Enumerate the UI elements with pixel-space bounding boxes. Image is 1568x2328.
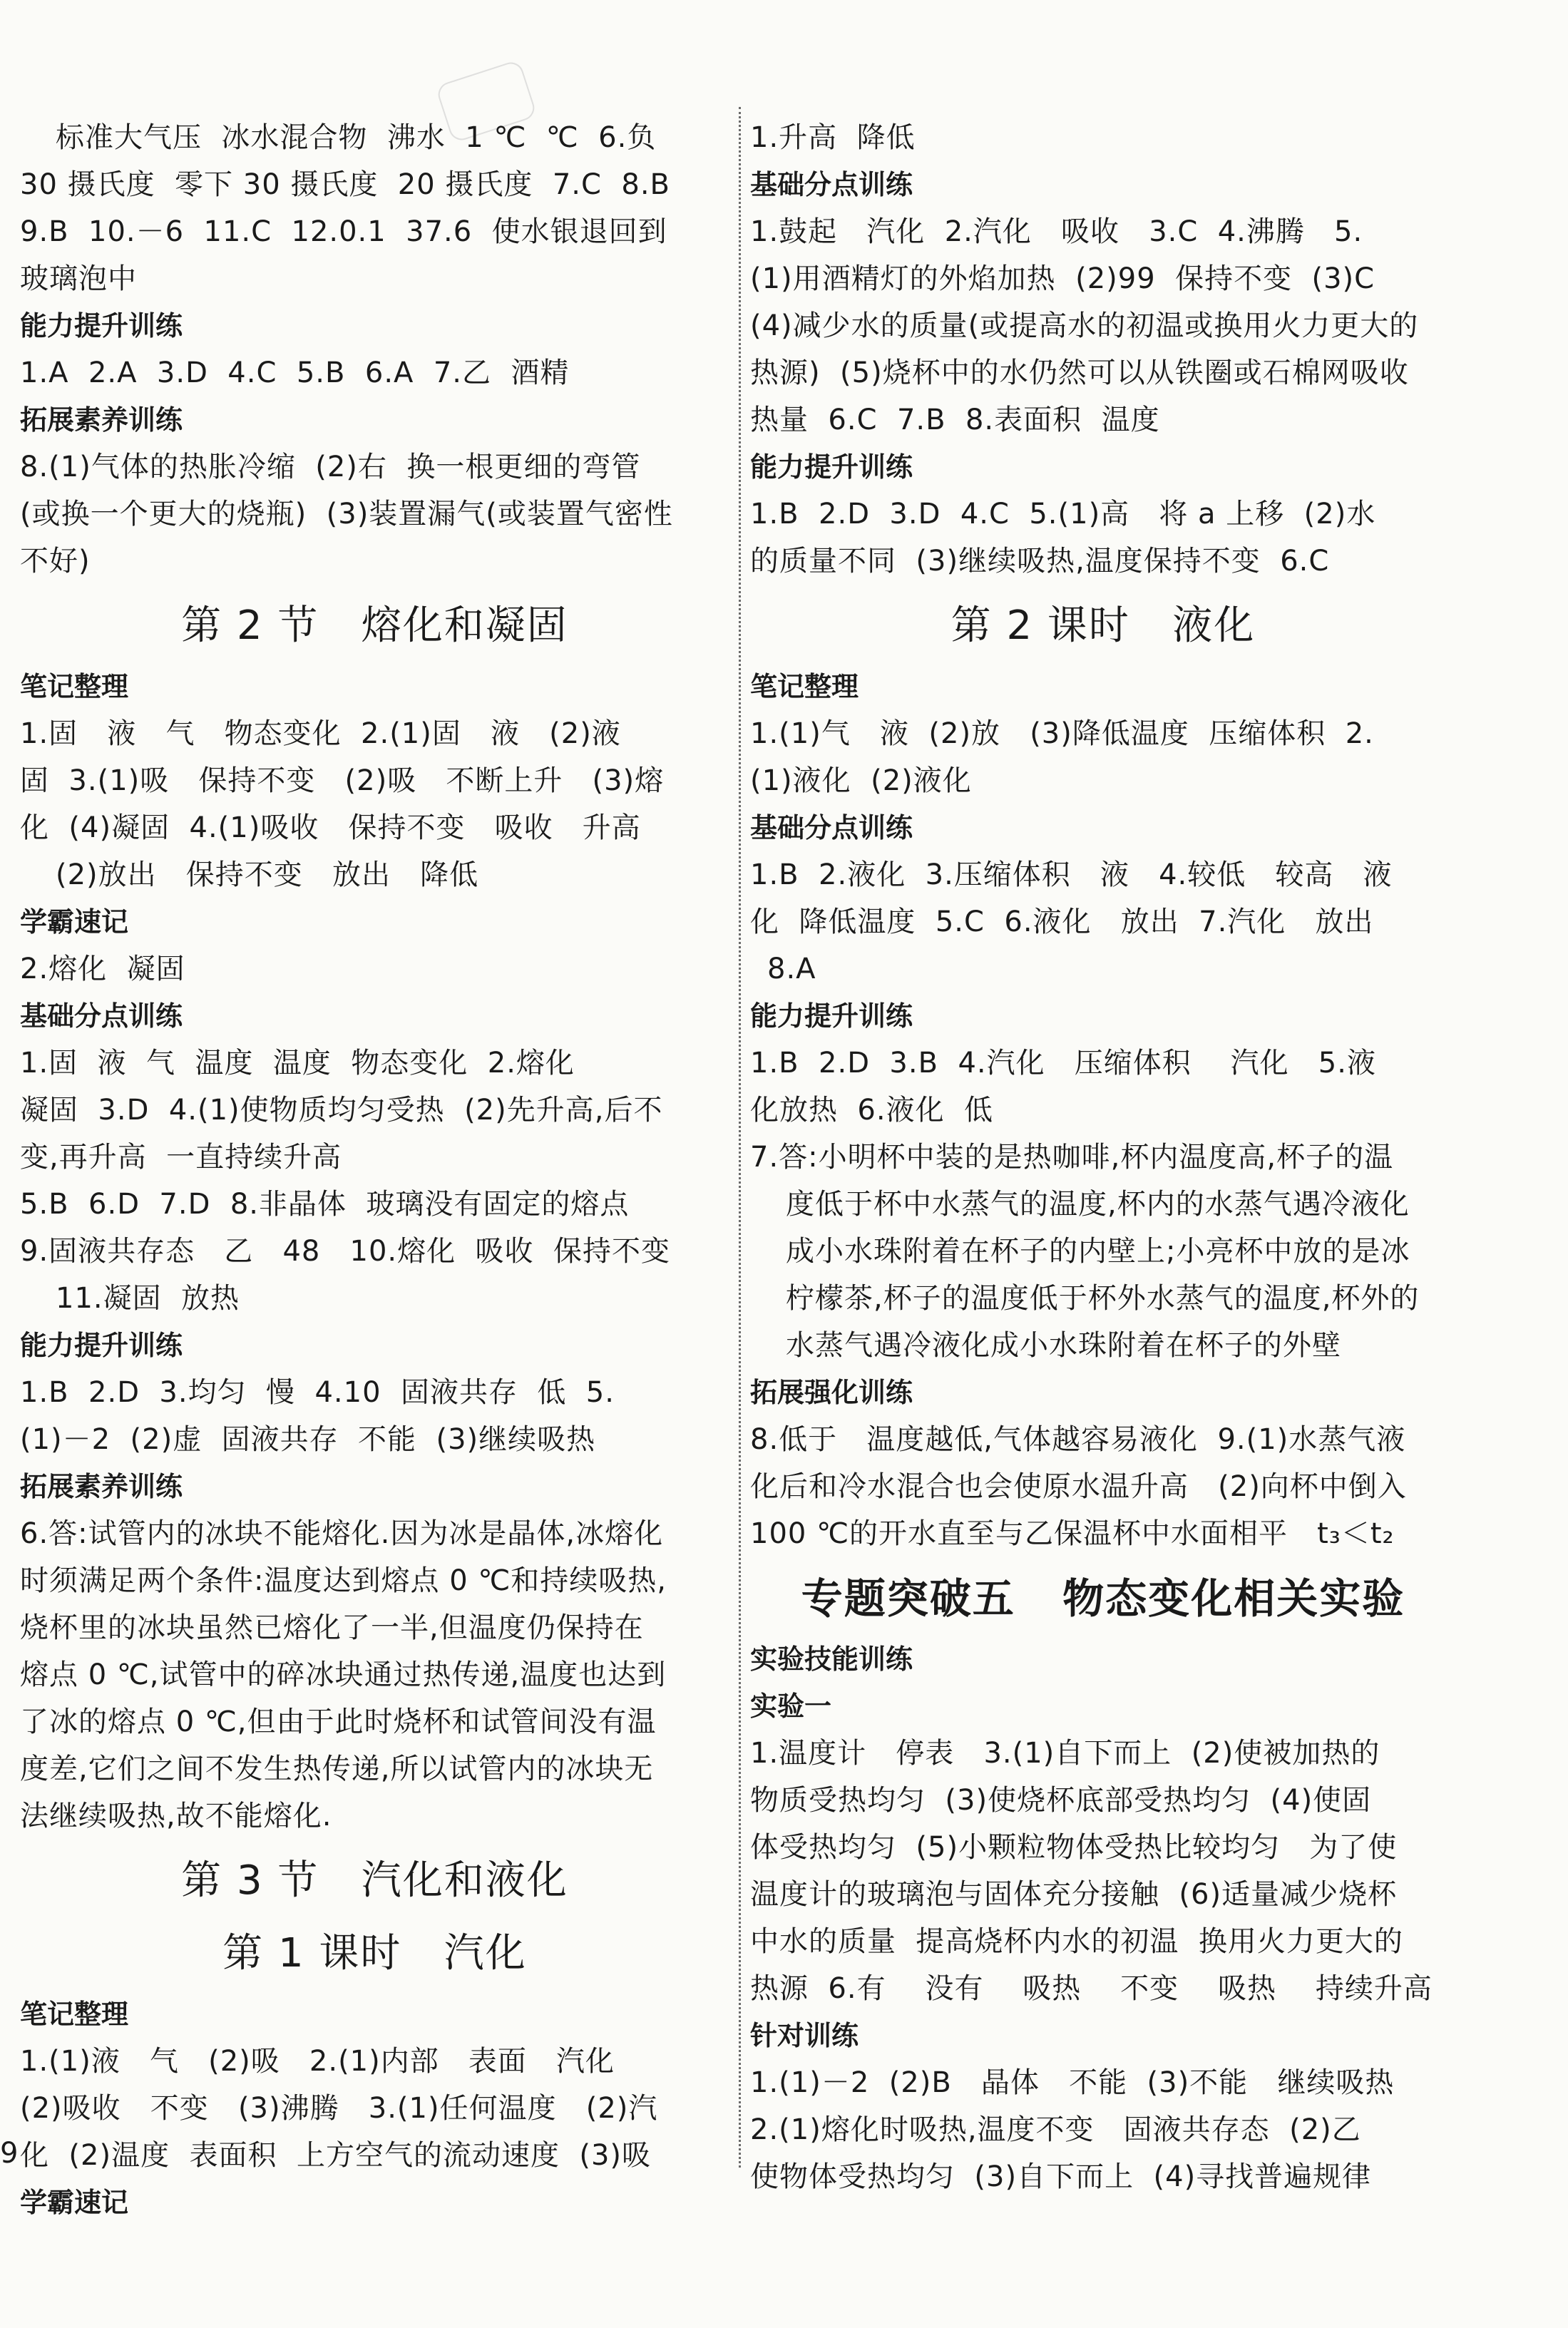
answer-line: 化 (4)凝固 4.(1)吸收 保持不变 吸收 升高 bbox=[20, 811, 641, 844]
answer-line: 化后和冷水混合也会使原水温升高 (2)向杯中倒入 bbox=[750, 1470, 1407, 1503]
answer-line: (2)吸收 不变 (3)沸腾 3.(1)任何温度 (2)汽 bbox=[20, 2092, 658, 2125]
answer-line: 1.B 2.D 3.D 4.C 5.(1)高 将 a 上移 (2)水 bbox=[750, 498, 1376, 530]
chapter-heading: 第 3 节 汽化和液化 bbox=[181, 1857, 568, 1904]
answer-line: 法继续吸热,故不能熔化. bbox=[20, 1800, 332, 1832]
answer-line: 标准大气压 冰水混合物 沸水 1 ℃ ℃ 6.负 bbox=[56, 121, 657, 154]
answer-line: 1.(1)气 液 (2)放 (3)降低温度 压缩体积 2. bbox=[750, 717, 1374, 750]
answer-line: 1.固 液 气 温度 温度 物态变化 2.熔化 bbox=[20, 1047, 575, 1080]
answer-line: 热量 6.C 7.B 8.表面积 温度 bbox=[750, 404, 1160, 436]
section-heading: 实验一 bbox=[750, 1691, 832, 1722]
section-heading: 能力提升训练 bbox=[20, 310, 183, 342]
answer-line: 玻璃泡中 bbox=[20, 262, 137, 295]
answer-line: (2)放出 保持不变 放出 降低 bbox=[56, 858, 479, 891]
chapter-heading: 专题突破五 物态变化相关实验 bbox=[801, 1574, 1405, 1623]
answer-line: 6.答:试管内的冰块不能熔化.因为冰是晶体,冰熔化 bbox=[20, 1517, 664, 1550]
answer-line: 了冰的熔点 0 ℃,但由于此时烧杯和试管间没有温 bbox=[20, 1706, 657, 1738]
section-heading: 能力提升训练 bbox=[750, 1000, 913, 1032]
answer-line: 固 3.(1)吸 保持不变 (2)吸 不断上升 (3)熔 bbox=[20, 764, 665, 797]
section-heading: 基础分点训练 bbox=[20, 1000, 183, 1032]
right-answer-column bbox=[750, 114, 1456, 2200]
answer-line: 1.A 2.A 3.D 4.C 5.B 6.A 7.乙 酒精 bbox=[20, 357, 570, 389]
answer-line: 烧杯里的冰块虽然已熔化了一半,但温度仍保持在 bbox=[20, 1611, 644, 1644]
answer-line: 熔点 0 ℃,试管中的碎冰块通过热传递,温度也达到 bbox=[20, 1658, 667, 1691]
answer-line: 温度计的玻璃泡与固体充分接触 (6)适量减少烧杯 bbox=[750, 1878, 1398, 1911]
answer-line: 化 降低温度 5.C 6.液化 放出 7.汽化 放出 bbox=[750, 906, 1374, 938]
answer-line: 9.固液共存态 乙 48 10.熔化 吸收 保持不变 bbox=[20, 1235, 670, 1268]
answer-line: 度低于杯中水蒸气的温度,杯内的水蒸气遇冷液化 bbox=[786, 1188, 1410, 1221]
section-heading: 笔记整理 bbox=[750, 671, 859, 702]
section-heading: 针对训练 bbox=[750, 2020, 859, 2051]
answer-line: 7.答:小明杯中装的是热咖啡,杯内温度高,杯子的温 bbox=[750, 1141, 1394, 1174]
answer-line: 1.鼓起 汽化 2.汽化 吸收 3.C 4.沸腾 5. bbox=[750, 215, 1363, 248]
answer-line: 不好) bbox=[20, 545, 91, 578]
answer-line: 8.低于 温度越低,气体越容易液化 9.(1)水蒸气液 bbox=[750, 1423, 1406, 1456]
section-heading: 拓展素养训练 bbox=[20, 404, 183, 436]
section-heading: 拓展强化训练 bbox=[750, 1377, 913, 1408]
answer-line: 5.B 6.D 7.D 8.非晶体 玻璃没有固定的熔点 bbox=[20, 1188, 630, 1221]
answer-line: (1)液化 (2)液化 bbox=[750, 764, 972, 797]
answer-line: 1.B 2.D 3.B 4.汽化 压缩体积 汽化 5.液 bbox=[750, 1047, 1376, 1080]
answer-line: 度差,它们之间不发生热传递,所以试管内的冰块无 bbox=[20, 1753, 654, 1785]
section-heading: 实验技能训练 bbox=[750, 1644, 913, 1675]
chapter-heading: 第 1 课时 汽化 bbox=[222, 1930, 527, 1976]
answer-line: (1)－2 (2)虚 固液共存 不能 (3)继续吸热 bbox=[20, 1423, 596, 1456]
section-heading: 笔记整理 bbox=[20, 671, 129, 702]
column-divider bbox=[739, 107, 741, 2168]
answer-line: 使物体受热均匀 (3)自下而上 (4)寻找普遍规律 bbox=[750, 2160, 1372, 2193]
answer-line: 柠檬茶,杯子的温度低于杯外水蒸气的温度,杯外的 bbox=[786, 1282, 1420, 1315]
answer-line: 水蒸气遇冷液化成小水珠附着在杯子的外壁 bbox=[786, 1329, 1341, 1362]
answer-line: 时须满足两个条件:温度达到熔点 0 ℃和持续吸热, bbox=[20, 1564, 667, 1597]
answer-line: 化放热 6.液化 低 bbox=[750, 1094, 994, 1127]
section-heading: 基础分点训练 bbox=[750, 169, 913, 200]
answer-line: 1.升高 降低 bbox=[750, 121, 916, 154]
section-heading: 能力提升训练 bbox=[750, 451, 913, 483]
section-heading: 学霸速记 bbox=[20, 2187, 129, 2218]
answer-line: 1.(1)液 气 (2)吸 2.(1)内部 表面 汽化 bbox=[20, 2045, 615, 2078]
answer-line: 9.B 10.－6 11.C 12.0.1 37.6 使水银退回到 bbox=[20, 215, 667, 248]
answer-line: 成小水珠附着在杯子的内壁上;小亮杯中放的是冰 bbox=[786, 1235, 1410, 1268]
answer-line: 物质受热均匀 (3)使烧杯底部受热均匀 (4)使固 bbox=[750, 1784, 1372, 1817]
answer-line: 8.(1)气体的热胀冷缩 (2)右 换一根更细的弯管 bbox=[20, 451, 641, 483]
section-heading: 拓展素养训练 bbox=[20, 1471, 183, 1502]
page-number: 9 bbox=[0, 2137, 19, 2170]
left-answer-column bbox=[20, 114, 729, 2226]
answer-line: 2.熔化 凝固 bbox=[20, 953, 185, 985]
answer-line: (或换一个更大的烧瓶) (3)装置漏气(或装置气密性 bbox=[20, 498, 673, 530]
answer-line: 1.B 2.液化 3.压缩体积 液 4.较低 较高 液 bbox=[750, 858, 1393, 891]
answer-line: 凝固 3.D 4.(1)使物质均匀受热 (2)先升高,后不 bbox=[20, 1094, 663, 1127]
answer-line: 100 ℃的开水直至与乙保温杯中水面相平 t₃＜t₂ bbox=[750, 1517, 1395, 1550]
chapter-heading: 第 2 课时 液化 bbox=[950, 602, 1256, 649]
answer-line: 1.(1)－2 (2)B 晶体 不能 (3)不能 继续吸热 bbox=[750, 2066, 1395, 2099]
answer-line: 变,再升高 一直持续升高 bbox=[20, 1141, 342, 1174]
section-heading: 基础分点训练 bbox=[750, 812, 913, 843]
answer-line: 8.A bbox=[767, 953, 816, 985]
answer-line: 11.凝固 放热 bbox=[56, 1282, 240, 1315]
answer-line: 热源) (5)烧杯中的水仍然可以从铁圈或石棉网吸收 bbox=[750, 357, 1409, 389]
answer-line: 的质量不同 (3)继续吸热,温度保持不变 6.C bbox=[750, 545, 1330, 578]
answer-line: 1.温度计 停表 3.(1)自下而上 (2)使被加热的 bbox=[750, 1737, 1380, 1770]
answer-line: 2.(1)熔化时吸热,温度不变 固液共存态 (2)乙 bbox=[750, 2113, 1361, 2146]
answer-line: (4)减少水的质量(或提高水的初温或换用火力更大的 bbox=[750, 309, 1419, 342]
answer-line: 中水的质量 提高烧杯内水的初温 换用火力更大的 bbox=[750, 1925, 1403, 1958]
section-heading: 学霸速记 bbox=[20, 906, 129, 938]
chapter-heading: 第 2 节 熔化和凝固 bbox=[181, 602, 568, 649]
answer-line: 30 摄氏度 零下 30 摄氏度 20 摄氏度 7.C 8.B bbox=[20, 168, 670, 201]
answer-line: (1)用酒精灯的外焰加热 (2)99 保持不变 (3)C bbox=[750, 262, 1375, 295]
answer-line: 1.B 2.D 3.均匀 慢 4.10 固液共存 低 5. bbox=[20, 1376, 615, 1409]
answer-line: 1.固 液 气 物态变化 2.(1)固 液 (2)液 bbox=[20, 717, 621, 750]
section-heading: 能力提升训练 bbox=[20, 1330, 183, 1361]
answer-line: 化 (2)温度 表面积 上方空气的流动速度 (3)吸 bbox=[20, 2139, 652, 2172]
answer-line: 热源 6.有 没有 吸热 不变 吸热 持续升高 bbox=[750, 1972, 1433, 2005]
section-heading: 笔记整理 bbox=[20, 1999, 129, 2030]
answer-line: 体受热均匀 (5)小颗粒物体受热比较均匀 为了使 bbox=[750, 1831, 1398, 1864]
